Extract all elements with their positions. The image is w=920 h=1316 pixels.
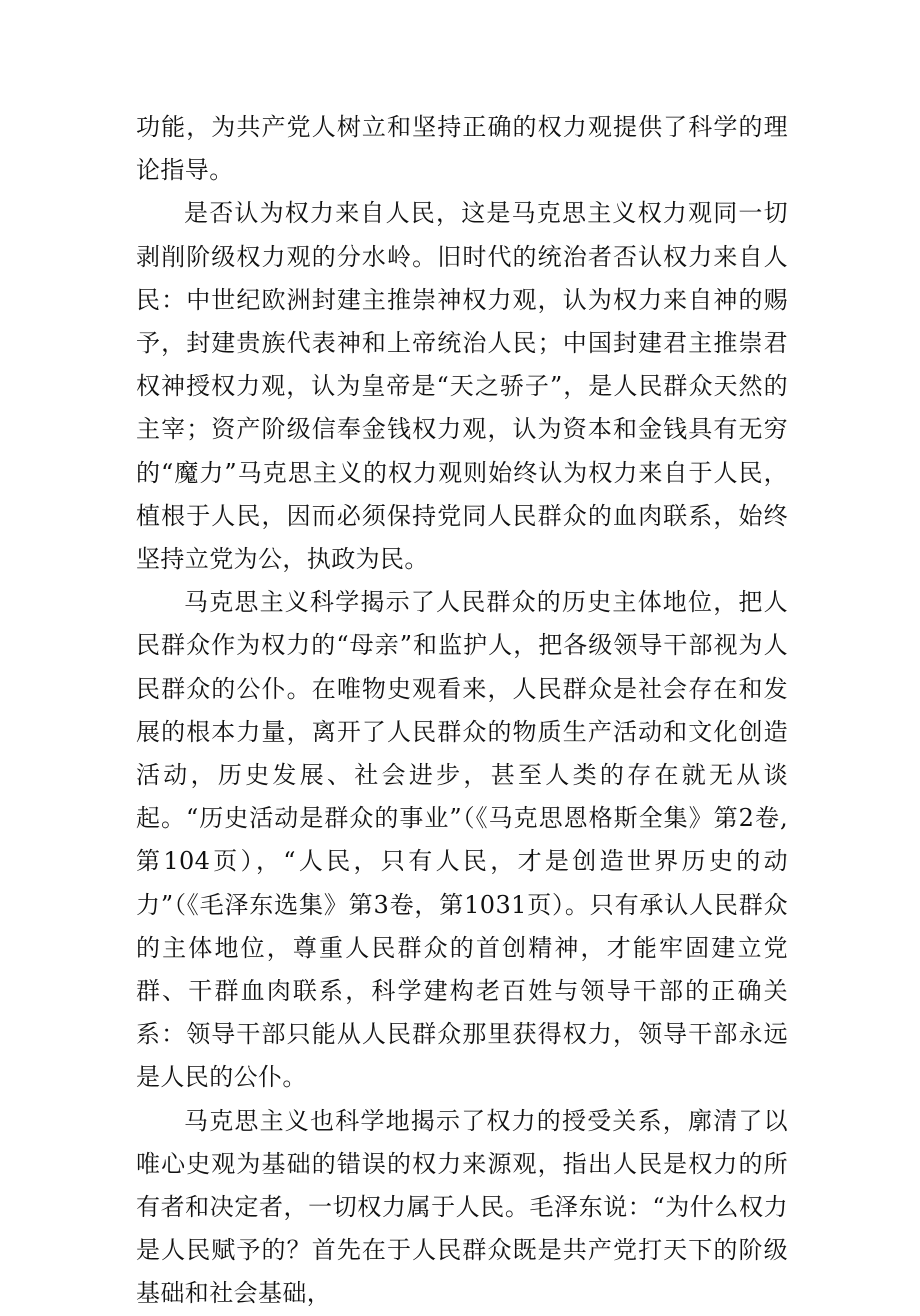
paragraph-2: 是否认为权力来自人民，这是马克思主义权力观同一切剥削阶级权力观的分水岭。旧时代的统治者否认权力来自人民：中世纪欧洲封建主推崇神权力观，认为权力来自神的赐予，封建贵族代表神和上帝统治人民；中国封建君主推崇君权神授权力观，认为皇帝是“天之骄子”，是人民群众天然的主宰；资产阶级信奉金钱权力观，认为资本和金钱具有无穷的“魔力”马克思主义的权力观则始终认为权力来自于人民，植根于人民，因而必须保持党同人民群众的血肉联系，始终坚持立党为公，执政为民。	[136, 199, 788, 574]
paragraph-3: 马克思主义科学揭示了人民群众的历史主体地位，把人民群众作为权力的“母亲”和监护人，把各级领导干部视为人民群众的公仆。在唯物史观看来，人民群众是社会存在和发展的根本力量，离开了人民群众的物质生产活动和文化创造活动，历史发展、社会进步，甚至人类的存在就无从谈起。“历史活动是群众的事业”（《马克思恩格斯全集》第2卷,第104页），“人民，只有人民，才是创造世界历史的动力”（《毛泽东选集》第3卷，第1031页）。只有承认人民群众的主体地位，尊重人民群众的首创精神，才能牢固建立党群、干群血肉联系，科学建构老百姓与领导干部的正确关系：领导干部只能从人民群众那里获得权力，领导干部永远是人民的公仆。	[136, 588, 788, 1092]
paragraph-1: 功能，为共产党人树立和坚持正确的权力观提供了科学的理论指导。	[136, 113, 788, 185]
paragraph-4: 马克思主义也科学地揭示了权力的授受关系，廓清了以唯心史观为基础的错误的权力来源观，指出人民是权力的所有者和决定者，一切权力属于人民。毛泽东说：“为什么权力是人民赋予的？首先在于人民群众既是共产党打天下的阶级基础和社会基础，	[136, 1106, 788, 1308]
document-body	[136, 106, 788, 1316]
